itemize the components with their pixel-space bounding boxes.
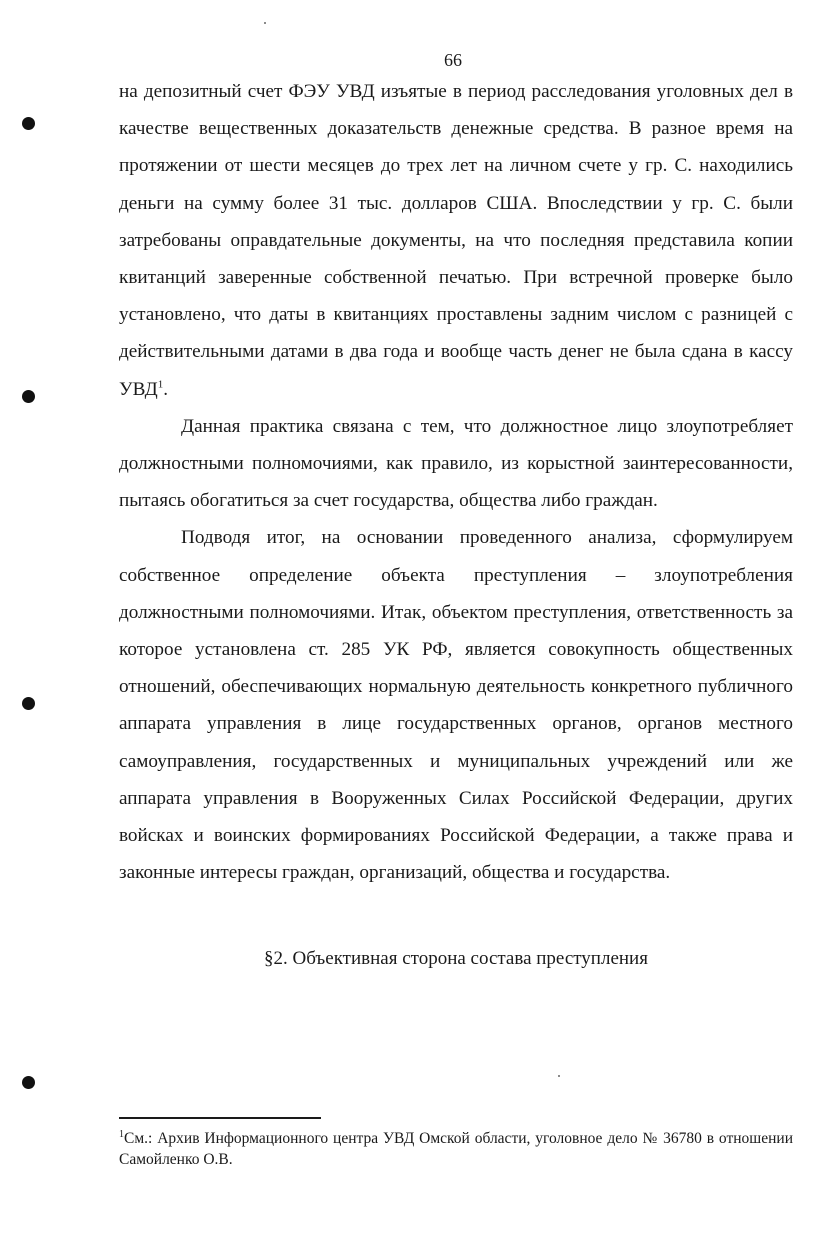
footnote-reference[interactable]: 1 bbox=[157, 378, 164, 391]
punch-hole-mark bbox=[22, 390, 35, 403]
paragraph-1 bbox=[119, 73, 793, 408]
section-heading: §2. Объективная сторона состава преступления bbox=[264, 948, 648, 969]
punch-hole-mark bbox=[22, 117, 35, 130]
paragraph-3: Подводя итог, на основании проведенного анализа, сформулируем собственное определение объекта преступления – злоупотребления должностными полномочиями. Итак, объектом преступления, ответственность за которое установлена ст. 285 УК РФ, является совокупность общественных отношений, обеспечивающих нормальную деятельность конкретного публичного аппарата управления в лице государственных органов, органов местного самоуправления, государственных и муниципальных учреждений или же аппарата управления в Вооруженных Силах Российской Федерации, других войсках и воинских формированиях Российской Федерации, а также права и законные интересы граждан, организаций, общества и государства. bbox=[119, 527, 793, 884]
paragraph-1-suffix: . bbox=[163, 378, 169, 400]
punch-hole-mark bbox=[22, 1076, 35, 1089]
paragraph-2: Данная практика связана с тем, что должностное лицо злоупотребляет должностными полномочиями, как правило, из корыстной заинтересованности, пытаясь обогатиться за счет государства, общества либо граждан. bbox=[119, 415, 793, 512]
scan-speck bbox=[558, 1075, 560, 1077]
punch-hole-mark bbox=[22, 697, 35, 710]
body-text bbox=[119, 73, 793, 891]
footnote-text: См.: Архив Информационного центра УВД Омской области, уголовное дело № 36780 в отношении Самойленко О.В. bbox=[119, 1130, 793, 1168]
footnote-separator bbox=[119, 1117, 321, 1119]
scan-speck bbox=[264, 22, 266, 24]
page-number: 66 bbox=[444, 50, 462, 70]
footnote bbox=[119, 1128, 793, 1170]
footnote-marker: 1 bbox=[119, 1128, 124, 1140]
paragraph-1-text: на депозитный счет ФЭУ УВД изъятые в период расследования уголовных дел в качестве вещественных доказательств денежные средства. В разное время на протяжении от шести месяцев до трех лет на личном счете у гр. С. находились деньги на сумму более 31 тыс. долларов США. Впоследствии у гр. С. были затребованы оправдательные документы, на что последняя представила копии квитанций заверенные собственной печатью. При встречной проверке было установлено, что даты в квитанциях проставлены задним числом с разницей с действительными датами в два года и вообще часть денег не была сдана в кассу УВД bbox=[119, 81, 793, 400]
